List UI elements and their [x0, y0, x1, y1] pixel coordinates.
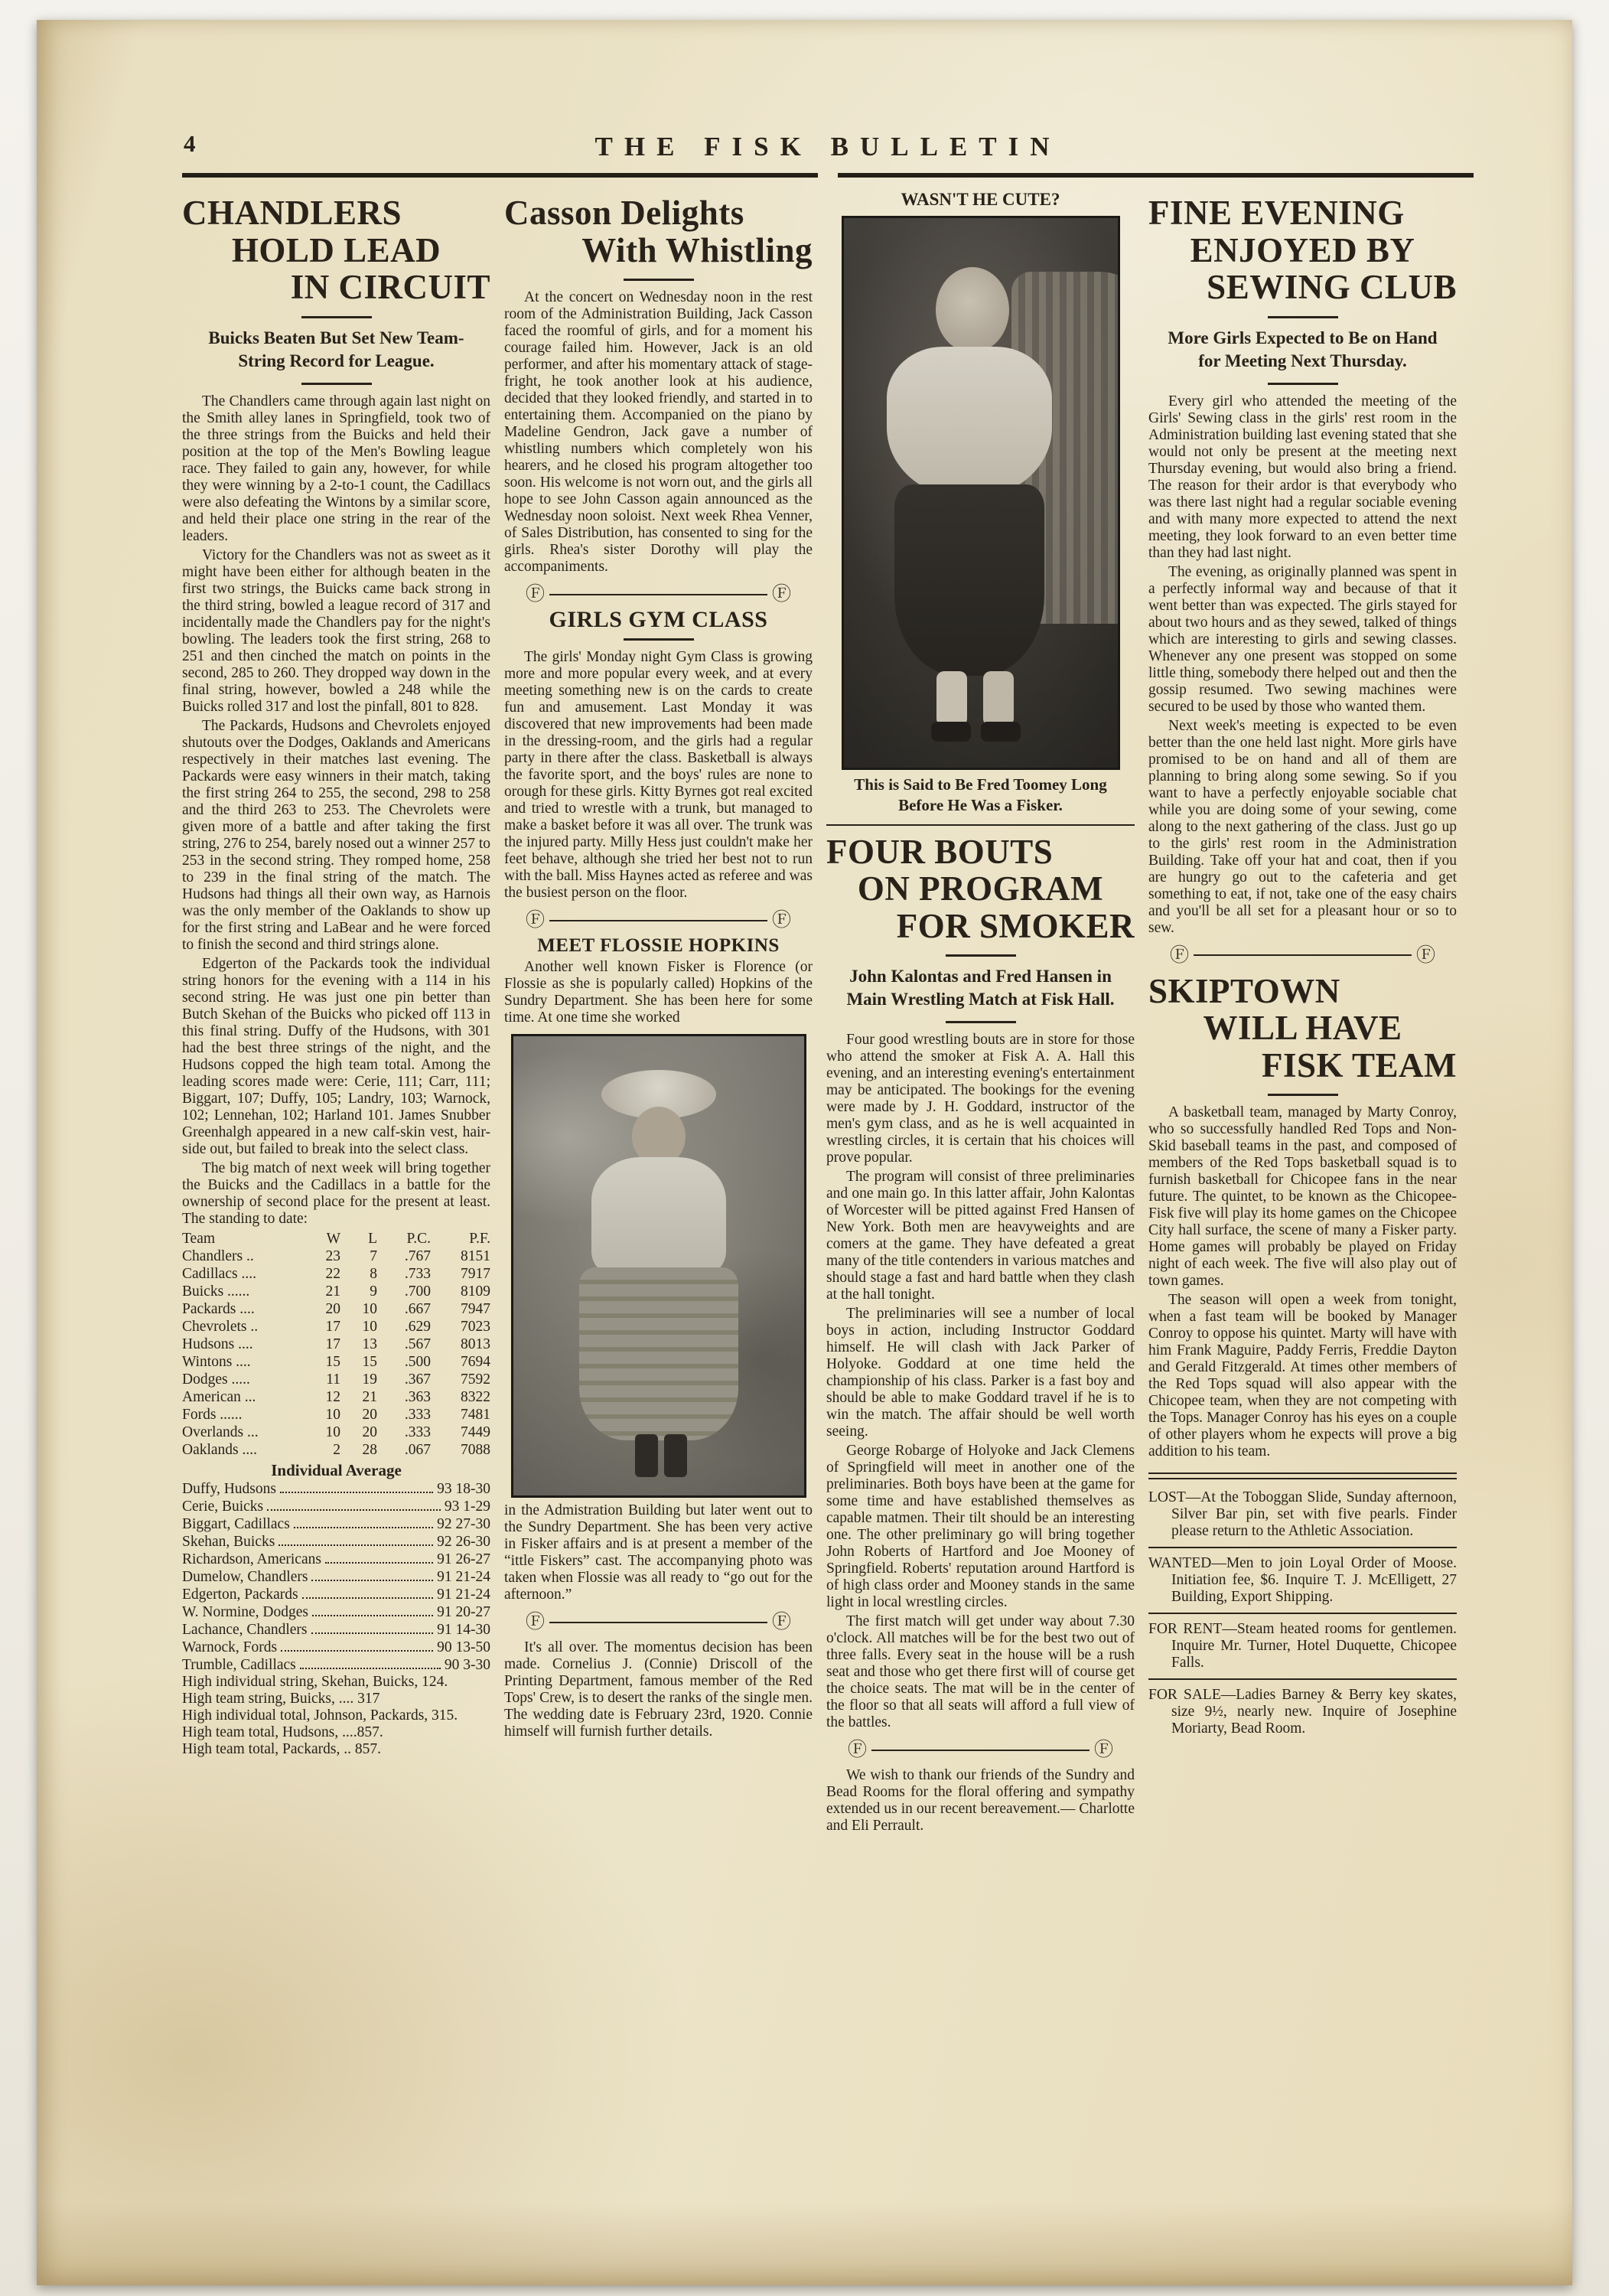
standings-header-cell: L	[368, 1230, 377, 1247]
standings-header-cell: Team	[182, 1230, 216, 1247]
standings-header-row	[182, 1230, 490, 1247]
standings-header-cell: P.C.	[406, 1230, 431, 1247]
standings-row: Dodges ..... 11 19 .367 7592	[182, 1371, 490, 1388]
classifieds-double-rule	[1148, 1473, 1457, 1479]
paragraph: The big match of next week will bring together the Buicks and the Cadillacs in a battle for the ownership of second place for the present at least. The standing to date:	[182, 1159, 490, 1227]
average-row: Dumelow, Chandlers 91 21-24	[182, 1568, 490, 1585]
standings-row: Oaklands .... 2 28 .067 7088	[182, 1441, 490, 1458]
newspaper-page	[37, 20, 1572, 2285]
masthead-rule-right	[838, 173, 1474, 178]
fisk-f-icon: Ⓕ	[1170, 944, 1190, 966]
average-row: Richardson, Americans 91 26-27	[182, 1551, 490, 1567]
columns	[182, 191, 1474, 1837]
paragraph: Four good wrestling bouts are in store for those who attend the smoker at Fisk A. A. Hall this evening, and an interesting evening's entertainment may be anticipated. The bookings for the evening were made by J. H. Goddard, instructor of the men's gym class, and as he is well acquainted in wrestling circles, it is certain that his choices will prove popular.	[826, 1032, 1135, 1166]
fisk-f-icon: Ⓕ	[1093, 1740, 1113, 1761]
column-2	[504, 191, 813, 1743]
standings-row: Overlands ... 10 20 .333 7449	[182, 1424, 490, 1440]
figure-skirt	[579, 1267, 738, 1440]
section-divider	[526, 585, 791, 604]
headline-flossie: MEET FLOSSIE HOPKINS	[537, 935, 780, 957]
classified-ad: FOR RENT—Steam heated rooms for gentlemen. Inquire Mr. Turner, Hotel Duquette, Chicopee Falls.	[1148, 1613, 1457, 1678]
average-row: Cerie, Buicks 93 1-29	[182, 1498, 490, 1515]
headline-line: FOUR BOUTS	[826, 832, 1054, 871]
record-note: High team total, Packards, .. 857.	[182, 1740, 381, 1757]
record-note: High team string, Buicks, .... 317	[182, 1690, 380, 1707]
classified-ad: FOR SALE—Ladies Barney & Berry key skates, size 9½, nearly new. Inquire of Josephine Moriarty, Bead Room.	[1148, 1678, 1457, 1744]
figure-collar	[887, 347, 1052, 497]
headline-line: SEWING CLUB	[1207, 268, 1457, 307]
headline-gym-class: GIRLS GYM CLASS	[549, 607, 768, 633]
headline-line: FINE EVENING	[1148, 194, 1405, 232]
standings-row: American ... 12 21 .363 8322	[182, 1388, 490, 1405]
article-skiptown-body	[1148, 1104, 1457, 1460]
article-flossie-intro: Another well known Fisker is Florence (or Flossie as she is popularly called) Hopkins of the Sundry Department. She has been here for some time. At one time she worked	[504, 959, 813, 1026]
paragraph: The program will consist of three preliminaries and one main go. In this latter affair, John Kalontas of Worcester will be pitted against Fred Hansen of New York. Both men are heavyweights and are comers at the game. They have defeated a great many of the title contenders in various matches and should stage a fast and hard battle when they clash at the hall tonight.	[826, 1169, 1135, 1303]
standings-body	[182, 1247, 490, 1459]
article-sewing-body	[1148, 393, 1457, 937]
article-flossie-continuation: in the Admistration Building but later went out to the Sundry Department. She has been very active in Fisker affairs and is at present a member of the “ittle Fiskers” cast. The accompanying photo was taken when Flossie was all ready to “go out for the afternoon.”	[504, 1502, 813, 1603]
section-divider	[526, 911, 791, 930]
headline-line: FOR SMOKER	[896, 906, 1135, 945]
headline-casson	[504, 194, 813, 269]
figure-shoe	[931, 722, 971, 742]
individual-average-list	[182, 1480, 490, 1674]
head-rule	[301, 316, 372, 318]
headline-line: WILL HAVE	[1203, 1009, 1402, 1048]
section-divider	[526, 1613, 791, 1632]
subhead-smoker: John Kalontas and Fred Hansen in Main Wrestling Match at Fisk Hall.	[846, 967, 1115, 1009]
standings-row: Chevrolets .. 17 10 .629 7023	[182, 1318, 490, 1335]
figure-head	[936, 267, 1009, 353]
record-note: High team total, Hudsons, ....857.	[182, 1724, 383, 1740]
paragraph: George Robarge of Holyoke and Jack Clemens of Springfield will meet in another one of the preliminaries. Both boys have been at the game for some time and have established themselves as capable matmen. Their tilt should be an interesting one. The other preliminary go will bring together John Roberts of Hartford and Joe Mooney of Springfield. Roberts' reputation around Hartford is of high class order and Mooney stands in the same light in local wrestling circles.	[826, 1443, 1135, 1611]
headline-sewing	[1148, 194, 1457, 306]
headline-line: FISK TEAM	[1262, 1045, 1457, 1084]
classified-ads	[1148, 1473, 1457, 1744]
figure-boot	[635, 1434, 658, 1477]
average-row: Biggart, Cadillacs 92 27-30	[182, 1515, 490, 1532]
classifieds-list	[1148, 1482, 1457, 1744]
divider-line	[1194, 954, 1412, 956]
figure-sock	[983, 671, 1014, 726]
photo-caption: This is Said to Be Fred Toomey Long Before He Was a Fisker.	[854, 775, 1107, 815]
card-of-thanks: We wish to thank our friends of the Sundry and Bead Rooms for the floral offering and sympathy extended us in our recent bereavement.— Charlotte and Eli Perrault.	[826, 1767, 1135, 1835]
fisk-f-icon: Ⓕ	[526, 910, 546, 931]
headline-line: With Whistling	[581, 230, 813, 269]
headline-line: SKIPTOWN	[1148, 971, 1340, 1010]
headline-line: IN CIRCUIT	[290, 268, 490, 307]
individual-average-title: Individual Average	[271, 1460, 402, 1479]
section-divider	[848, 1740, 1113, 1760]
standings-row: Packards .... 20 10 .667 7947	[182, 1300, 490, 1317]
masthead-rule-left	[182, 173, 818, 178]
head-rule	[1268, 316, 1338, 318]
standings-row: Chandlers .. 23 7 .767 8151	[182, 1247, 490, 1264]
divider-line	[549, 1622, 767, 1623]
column-3	[826, 191, 1135, 1837]
headline-line: ON PROGRAM	[857, 869, 1104, 908]
paragraph: A basketball team, managed by Marty Conroy, who so successfully handled Red Tops and Non-Skid baseball teams in the past, and composed of members of the Red Tops basketball squad is to furnish basketball for Chicopee fans in the near future. The quintet, to be known as the Chicopee- Fisk five will play its home games on the Chicopee City hall surface, the scene of many a Fisker party. Home games will probably be played on Friday night of each week. The five will also play out of town games.	[1148, 1104, 1457, 1290]
standings-row: Wintons .... 15 15 .500 7694	[182, 1353, 490, 1370]
record-note: High individual string, Skehan, Buicks, 124.	[182, 1673, 448, 1690]
average-row: Skehan, Buicks 92 26-30	[182, 1533, 490, 1550]
fisk-f-icon: Ⓕ	[771, 1612, 791, 1633]
average-row: Lachance, Chandlers 91 14-30	[182, 1621, 490, 1638]
classified-ad: WANTED—Men to join Loyal Order of Moose. Initiation fee, $6. Inquire T. J. McElligett, 27 Building, Export Shipping.	[1148, 1547, 1457, 1613]
fisk-f-icon: Ⓕ	[771, 910, 791, 931]
standings-row: Buicks ...... 21 9 .700 8109	[182, 1283, 490, 1300]
page-header	[182, 106, 1474, 162]
article-chandlers-body	[182, 393, 490, 1228]
fisk-f-icon: Ⓕ	[848, 1740, 868, 1761]
headline-line: ENJOYED BY	[1190, 230, 1415, 269]
standings-row: Hudsons .... 17 13 .567 8013	[182, 1336, 490, 1352]
bowling-notes	[182, 1674, 490, 1758]
record-note: High individual total, Johnson, Packards, 315.	[182, 1707, 458, 1724]
head-rule	[624, 638, 694, 641]
fisk-f-icon: Ⓕ	[526, 1612, 546, 1633]
column-1	[182, 191, 490, 1758]
average-row: Trumble, Cadillacs 90 3-30	[182, 1656, 490, 1673]
average-row: Warnock, Fords 90 13-50	[182, 1639, 490, 1655]
divider-line	[871, 1750, 1089, 1751]
photo-fred-toomey	[842, 216, 1120, 770]
standings-header-cell: P.F.	[469, 1230, 490, 1247]
headline-smoker	[826, 833, 1135, 945]
page-number: 4	[184, 130, 196, 157]
figure-shoe	[981, 722, 1021, 742]
article-casson-body: At the concert on Wednesday noon in the rest room of the Administration Building, Jack Casson faced the roomful of girls, and for a moment his courage failed him. However, Jack is an old performer, and after his momentary attack of stage-fright, he took another look at his audience, decided that they looked friendly, and started in to entertaining them. Accompanied on the piano by Madeline Gendron, Jack gave a number of whistling numbers which completely won his hearers, and he closed his program altogether too soon. His welcome is not worn out, and the girls all hope to see John Casson again announced as the Wednesday noon soloist. Next week Rhea Venner, of Sales Distribution, has consented to sing for the girls. Rhea's sister Dorothy will play the accompaniments.	[504, 289, 813, 576]
fisk-f-icon: Ⓕ	[771, 584, 791, 605]
figure-boot	[664, 1434, 687, 1477]
paragraph: Every girl who attended the meeting of the Girls' Sewing class in the girls' rest room in the Administration building last evening stated that she would not only be present at the meeting next Thursday evening, but would also bring a friend. The reason for their ardor is that everybody who was there last night had a regular sociable evening and with many more expected to attend the next meeting, they look forward to an even better time than they had last night.	[1148, 393, 1457, 561]
head-rule	[946, 954, 1016, 957]
head-rule	[1268, 1094, 1338, 1096]
fisk-f-icon: Ⓕ	[1415, 944, 1435, 966]
paragraph: The evening, as originally planned was spent in a perfectly informal way and because of that it went better than was expected. The girls stayed for about two hours and as they sewed, talked of things which are interesting to girls and sewing classes. Whenever any one present was stopped on some little thing, somebody there helped out and then the gossip resumed. Two sewing machines were secured to be used by those who wanted them.	[1148, 563, 1457, 715]
headline-skiptown	[1148, 973, 1457, 1084]
standings-row: Cadillacs .... 22 8 .733 7917	[182, 1265, 490, 1282]
masthead-title: THE FISK BULLETIN	[594, 132, 1061, 161]
head-rule	[301, 383, 372, 385]
head-rule	[946, 1021, 1016, 1023]
paragraph: The season will open a week from tonight, when a fast team will be booked by Manager Conroy to oppose his quintet. Marty will have with him Frank Maguire, Paddy Ferris, Freddie Dayton and Gerald Fitzgerald. At times other members of the Red Tops squad will also appear with the Chicopee team, when they are not competing with the Tops. Manager Conroy has his eyes on a couple of other players whom he expects will prove a big addition to his team.	[1148, 1292, 1457, 1460]
paragraph: Victory for the Chandlers was not as sweet as it might have been either for although beaten in the first two strings, the Buicks came back strong in the third string, bowled a league record of 317 and incidentally made the Chandlers pay for the night's bowling. The leaders took the first string, 268 to 251 and then cinched the match on points in the second, 285 to 260. They dropped way down in the final string, however, bowled a 248 while the Buicks rolled 317 and lost the pinfall, 801 to 828.	[182, 546, 490, 715]
article-wedding: It's all over. The momentus decision has been made. Cornelius J. (Connie) Driscoll of the Printing Department, famous member of the Red Tops' Crew, is to desert the ranks of the single men. The wedding date is February 23rd, 1920. Connie himself will furnish further details.	[504, 1639, 813, 1740]
standings-row: Fords ...... 10 20 .333 7481	[182, 1406, 490, 1423]
head-rule	[1268, 383, 1338, 385]
divider-line	[549, 594, 767, 595]
divider-line	[549, 920, 767, 921]
subhead-sewing: More Girls Expected to Be on Hand for Meeting Next Thursday.	[1168, 328, 1438, 370]
masthead-rule	[182, 173, 1474, 178]
head-rule	[624, 279, 694, 281]
average-row: W. Normine, Dodges 91 20-27	[182, 1603, 490, 1620]
photo-header: WASN'T HE CUTE?	[901, 190, 1060, 209]
figure-sock	[936, 671, 967, 726]
paragraph: The Packards, Hudsons and Chevrolets enjoyed shutouts over the Dodges, Oaklands and Americans respectively in their matches last evening. The Packards were easy winners in their match, taking the first string 264 to 255, the second, 298 to 258 and the third 263 to 253. The Chevrolets were given more of a battle and after taking the first string, 276 to 254, barely nosed out a winner 257 to 253 in the second string. They romped home, 258 to 239 in the final string of the match. The Hudsons had things all their own way, as Harnois was the only member of the Oaklands to show up for the first string and LaBear and he were forced to finish the second and third strings alone.	[182, 717, 490, 953]
average-row: Edgerton, Packards 91 21-24	[182, 1586, 490, 1603]
headline-line: CHANDLERS	[182, 194, 402, 232]
page-content	[182, 106, 1474, 1837]
figure-blouse	[591, 1157, 726, 1278]
article-gym-body: The girls' Monday night Gym Class is growing more and more popular every week, and at every meeting something new is on the cards to create fun and amusement. Last Monday it was discovered that new improvements had been made in the dressing-room, and the girls had a regular party in there after the class. Basketball is always the favorite sport, and the boys' rules are none to orough for these girls. Kitty Byrnes got real excited and tried to wrestle with a trunk, but managed to make a basket before it was all over. The trunk was the injured party. Milly Hess just couldn't make her feet behave, although she tried her best not to run with the ball. Miss Haynes acted as referee and was the busiest person on the floor.	[504, 649, 813, 902]
paragraph: The Chandlers came through again last night on the Smith alley lanes in Springfield, took two of the three strings from the Buicks and held their position at the top of the Men's Bowling league race. They failed to gain any, however, for while they were winning by a 2-to-1 count, the Cadillacs were also defeating the Wintons by a similar score, and held their place one string in the rear of the leaders.	[182, 393, 490, 544]
fisk-f-icon: Ⓕ	[526, 584, 546, 605]
photo-flossie-hopkins	[511, 1034, 806, 1498]
figure-dress	[894, 484, 1044, 676]
headline-line: Casson Delights	[504, 194, 744, 232]
caption-rule	[826, 824, 1135, 826]
paragraph: Edgerton of the Packards took the individual string honors for the evening with a 114 in his second string. He was just one pin better than Butch Skehan of the Buicks who picked off 113 in this final string. Duffy of the Hudsons, with 301 had the best three strings of the night, and the Hudsons copped the high team total. Among the leading scores made were: Cerie, 111; Carr, 111; Biggart, 107; Duffy, 105; Landry, 103; Warnock, 102; Lennehan, 102; Harland 101. James Snubber Greenhalgh appeared in a new calf-skin vest, hair-side out, but failed to break into the select class.	[182, 955, 490, 1157]
paragraph: The first match will get under way about 7.30 o'clock. All matches will be for the best two out of three falls. Every seat in the house will be a rush seat and those who get there first will of course get the choice seats. The mat will be in the center of the floor so that all seats will afford a full view of the battles.	[826, 1613, 1135, 1731]
column-4	[1148, 191, 1457, 1744]
headline-chandlers	[182, 194, 490, 306]
classified-ad: LOST—At the Toboggan Slide, Sunday afternoon, Silver Bar pin, set with five pearls. Finder please return to the Athletic Association.	[1148, 1489, 1457, 1540]
section-divider	[1170, 946, 1435, 965]
paragraph: The preliminaries will see a number of local boys in action, including Instructor Goddard himself. He will clash with Jack Parker of Holyoke. Goddard at one time held the championship of his class. Parker is a fast boy and should be able to make Goddard travel if he is to win the match. The affair should be well worth seeing.	[826, 1306, 1135, 1440]
article-smoker-body	[826, 1032, 1135, 1731]
headline-line: HOLD LEAD	[231, 230, 441, 269]
standings-header-cell: W	[326, 1230, 340, 1247]
subhead-chandlers: Buicks Beaten But Set New Team-String Record for League.	[208, 328, 464, 370]
paragraph: Next week's meeting is expected to be even better than the one held last night. More girls have promised to be on hand and all of them are planning to bring along some sewing. So if you want to have a perfectly enjoyable sociable chat while you are doing some of your sewing, come along to the next gathering of the class. Just go up to the girls' rest room in the Administration Building. Take off your hat and coat, then if you are hungry go out to the cafeteria and get something to eat, if not, take one of the easy chairs and you'll be all set for a pleasant hour or so to sew.	[1148, 717, 1457, 936]
standings-table	[182, 1230, 490, 1459]
average-row: Duffy, Hudsons 93 18-30	[182, 1480, 490, 1497]
